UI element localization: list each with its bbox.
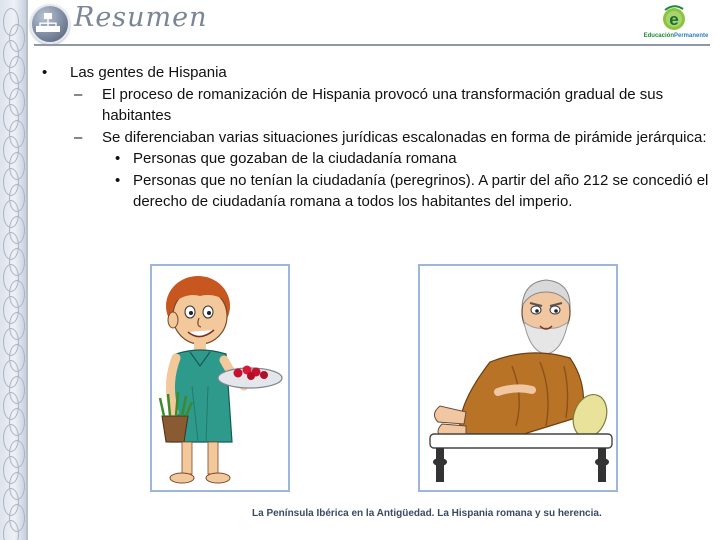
main-bullet-text: Las gentes de Hispania bbox=[70, 64, 227, 81]
subpoint-text: Personas que gozaban de la ciudadanía romana bbox=[133, 150, 457, 167]
left-edge-line bbox=[26, 0, 28, 540]
dash-bullet: – bbox=[74, 85, 83, 103]
left-decorative-strip bbox=[0, 0, 26, 540]
bullet: • bbox=[115, 150, 121, 167]
bullet: • bbox=[115, 171, 121, 189]
list-item-level1 bbox=[30, 62, 710, 84]
list-item-level2 bbox=[30, 127, 710, 149]
list-item-level2 bbox=[30, 84, 710, 127]
hierarchy-icon bbox=[30, 4, 70, 44]
list-item-level3 bbox=[30, 148, 710, 170]
point-text: Se diferenciaban varias situaciones jurídicas escalonadas en forma de pirámide jerárquica: bbox=[102, 128, 707, 146]
subpoint-text: Personas que no tenían la ciudadanía (peregrinos). A partir del año 212 se concedió el derecho de ciudadanía romana a todos los habitantes del imperio. bbox=[133, 171, 709, 210]
page-title: Resumen bbox=[74, 2, 208, 33]
logo-caption bbox=[638, 33, 714, 39]
logo-word-1: Educación bbox=[643, 33, 674, 39]
content-list bbox=[30, 62, 710, 213]
svg-text:e: e bbox=[669, 10, 679, 29]
point-text: El proceso de romanización de Hispania provocó una transformación gradual de sus habitantes bbox=[102, 85, 664, 124]
servant-illustration bbox=[150, 264, 290, 492]
dash-bullet: – bbox=[74, 128, 83, 146]
header-divider bbox=[34, 44, 710, 46]
footer-caption: La Península Ibérica en la Antigüedad. La Hispania romana y su herencia. bbox=[252, 508, 602, 519]
logo-word-2: Permanente bbox=[673, 33, 709, 39]
bullet: • bbox=[42, 64, 48, 81]
list-item-level3 bbox=[30, 170, 710, 213]
roman-citizen-illustration bbox=[418, 264, 618, 492]
